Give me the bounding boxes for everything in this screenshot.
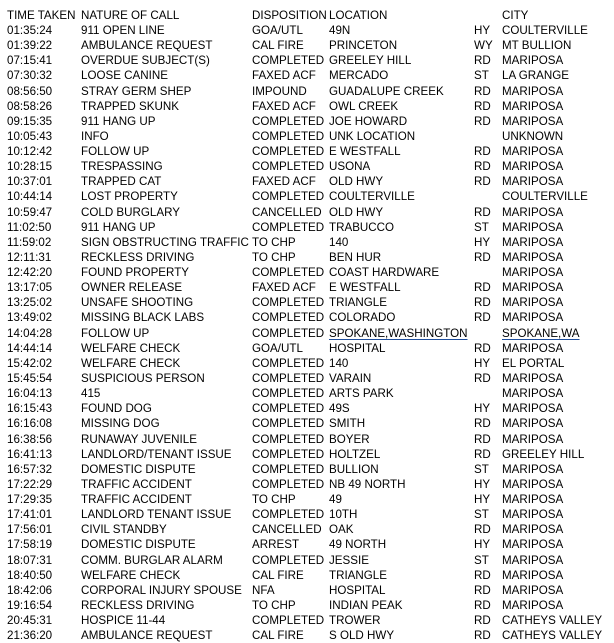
time-cell: 10:37:01 [7, 175, 53, 189]
location-cell: OAK [329, 523, 354, 537]
road-suffix-cell: HY [474, 402, 491, 416]
time-cell: 10:05:43 [7, 129, 53, 143]
time-cell: 18:40:50 [7, 568, 53, 582]
disposition-cell: COMPLETED [252, 220, 325, 234]
road-suffix-cell: RD [474, 175, 491, 189]
time-cell: 17:56:01 [7, 523, 53, 537]
disposition-cell: FAXED ACF [252, 281, 316, 295]
time-cell: 12:11:31 [7, 250, 52, 264]
disposition-cell: FAXED ACF [252, 69, 316, 83]
road-suffix-cell: RD [474, 614, 491, 628]
disposition-cell: COMPLETED [252, 553, 325, 567]
location-cell: HOSPITAL [329, 583, 386, 597]
nature-cell: FOLLOW UP [81, 326, 150, 340]
road-suffix-cell: RD [474, 447, 491, 461]
nature-cell: WELFARE CHECK [81, 568, 181, 582]
city-cell: MARIPOSA [502, 402, 564, 416]
location-cell: TRIANGLE [329, 296, 387, 310]
disposition-cell: COMPLETED [252, 477, 325, 491]
call-row [0, 568, 614, 583]
time-cell: 13:25:02 [7, 296, 53, 310]
city-cell: COULTERVILLE [502, 190, 588, 204]
header-location: LOCATION [329, 9, 388, 22]
location-cell: COAST HARDWARE [329, 266, 440, 280]
call-row [0, 462, 614, 477]
location-cell: MERCADO [329, 69, 389, 83]
road-suffix-cell: WY [474, 39, 493, 53]
disposition-cell: COMPLETED [252, 190, 325, 204]
nature-cell: LANDLORD TENANT ISSUE [81, 508, 232, 522]
city-cell: MARIPOSA [502, 99, 564, 113]
time-cell: 19:16:54 [7, 598, 53, 612]
nature-cell: OVERDUE SUBJECT(S) [81, 54, 210, 68]
road-suffix-cell: RD [474, 54, 491, 68]
call-row [0, 492, 614, 507]
city-cell: GREELEY HILL [502, 447, 585, 461]
nature-cell: STRAY GERM SHEP [81, 84, 192, 98]
disposition-cell: COMPLETED [252, 266, 325, 280]
disposition-cell: TO CHP [252, 235, 296, 249]
time-cell: 17:22:29 [7, 477, 53, 491]
time-cell: 16:16:08 [7, 417, 53, 431]
location-cell: JOE HOWARD [329, 114, 408, 128]
location-cell: 49 NORTH [329, 538, 387, 552]
disposition-cell: ARREST [252, 538, 300, 552]
disposition-cell: COMPLETED [252, 54, 325, 68]
location-cell: JESSIE [329, 553, 369, 567]
location-cell: UNK LOCATION [329, 129, 416, 143]
call-row [0, 537, 614, 552]
location-cell: HOSPITAL [329, 341, 386, 355]
nature-cell: TRAPPED SKUNK [81, 99, 179, 113]
header-city: CITY [502, 9, 529, 22]
call-row [0, 326, 614, 341]
call-row [0, 613, 614, 628]
time-cell: 16:04:13 [7, 387, 53, 401]
city-cell: MARIPOSA [502, 311, 564, 325]
location-cell: GREELEY HILL [329, 54, 412, 68]
nature-cell: OWNER RELEASE [81, 281, 183, 295]
nature-cell: TRAFFIC ACCIDENT [81, 477, 192, 491]
disposition-cell: GOA/UTL [252, 24, 303, 37]
disposition-cell: COMPLETED [252, 417, 325, 431]
location-cell: BOYER [329, 432, 370, 446]
disposition-cell: COMPLETED [252, 447, 325, 461]
location-cell: TRABUCCO [329, 220, 395, 234]
call-row [0, 416, 614, 431]
nature-cell: SIGN OBSTRUCTING TRAFFIC [81, 235, 249, 249]
nature-cell: CORPORAL INJURY SPOUSE [81, 583, 242, 597]
road-suffix-cell: RD [474, 281, 491, 295]
nature-cell: FOUND PROPERTY [81, 266, 190, 280]
city-cell: MARIPOSA [502, 568, 564, 582]
city-cell[interactable]: SPOKANE,WA [502, 326, 580, 340]
nature-cell: FOUND DOG [81, 402, 152, 416]
call-row [0, 174, 614, 189]
nature-cell: RUNAWAY JUVENILE [81, 432, 197, 446]
road-suffix-cell: ST [474, 69, 489, 83]
call-row [0, 386, 614, 401]
disposition-cell: COMPLETED [252, 387, 325, 401]
nature-cell: AMBULANCE REQUEST [81, 39, 213, 53]
road-suffix-cell: HY [474, 538, 491, 552]
call-row [0, 235, 614, 250]
nature-cell: 911 OPEN LINE [81, 24, 165, 37]
disposition-cell: COMPLETED [252, 356, 325, 370]
time-cell: 01:35:24 [7, 24, 53, 37]
location-cell: 140 [329, 356, 349, 370]
call-row [0, 38, 614, 53]
time-cell: 10:28:15 [7, 160, 53, 174]
road-suffix-cell: RD [474, 84, 491, 98]
time-cell: 09:15:35 [7, 114, 53, 128]
location-cell: 49 [329, 493, 342, 507]
call-row [0, 553, 614, 568]
nature-cell: LOST PROPERTY [81, 190, 178, 204]
time-cell: 10:59:47 [7, 205, 53, 219]
time-cell: 20:45:31 [7, 614, 53, 628]
city-cell: MARIPOSA [502, 84, 564, 98]
time-cell: 01:39:22 [7, 39, 53, 53]
nature-cell: TRAPPED CAT [81, 175, 162, 189]
city-cell: MARIPOSA [502, 54, 564, 68]
city-cell: MARIPOSA [502, 493, 564, 507]
location-cell[interactable]: SPOKANE,WASHINGTON [329, 326, 468, 340]
city-cell: MARIPOSA [502, 598, 564, 612]
location-cell: E WESTFALL [329, 145, 401, 159]
location-cell: 49S [329, 402, 350, 416]
city-cell: MARIPOSA [502, 553, 564, 567]
city-cell: MARIPOSA [502, 205, 564, 219]
call-row [0, 205, 614, 220]
disposition-cell: COMPLETED [252, 462, 325, 476]
city-cell: LA GRANGE [502, 69, 570, 83]
nature-cell: FOLLOW UP [81, 145, 150, 159]
city-cell: MARIPOSA [502, 220, 564, 234]
time-cell: 17:29:35 [7, 493, 53, 507]
location-cell: PRINCETON [329, 39, 398, 53]
disposition-cell: IMPOUND [252, 84, 307, 98]
time-cell: 07:15:41 [7, 54, 53, 68]
city-cell: MARIPOSA [502, 281, 564, 295]
road-suffix-cell: RD [474, 598, 491, 612]
call-row [0, 341, 614, 356]
call-row [0, 159, 614, 174]
location-cell: ARTS PARK [329, 387, 394, 401]
road-suffix-cell: RD [474, 417, 491, 431]
nature-cell: RECKLESS DRIVING [81, 598, 195, 612]
nature-cell: 415 [81, 387, 101, 401]
time-cell: 16:41:13 [7, 447, 53, 461]
road-suffix-cell: RD [474, 250, 491, 264]
city-cell: MARIPOSA [502, 583, 564, 597]
time-cell: 14:44:14 [7, 341, 53, 355]
location-cell: BULLION [329, 462, 379, 476]
road-suffix-cell: HY [474, 24, 491, 37]
time-cell: 10:44:14 [7, 190, 53, 204]
road-suffix-cell: RD [474, 145, 491, 159]
disposition-cell: FAXED ACF [252, 99, 316, 113]
nature-cell: SUSPICIOUS PERSON [81, 371, 205, 385]
disposition-cell: COMPLETED [252, 129, 325, 143]
city-cell: MARIPOSA [502, 266, 564, 280]
city-cell: MARIPOSA [502, 387, 564, 401]
time-cell: 10:12:42 [7, 145, 53, 159]
call-row [0, 598, 614, 613]
call-row [0, 447, 614, 462]
disposition-cell: COMPLETED [252, 311, 325, 325]
location-cell: COLORADO [329, 311, 396, 325]
road-suffix-cell: RD [474, 341, 491, 355]
header-time-taken: TIME TAKEN [7, 9, 76, 22]
time-cell: 12:42:20 [7, 266, 53, 280]
disposition-cell: CANCELLED [252, 205, 322, 219]
call-row [0, 477, 614, 492]
time-cell: 11:59:02 [7, 235, 52, 249]
nature-cell: TRAFFIC ACCIDENT [81, 493, 192, 507]
time-cell: 17:58:19 [7, 538, 53, 552]
disposition-cell: COMPLETED [252, 296, 325, 310]
location-cell: NB 49 NORTH [329, 477, 406, 491]
nature-cell: COMM. BURGLAR ALARM [81, 553, 223, 567]
time-cell: 08:56:50 [7, 84, 53, 98]
disposition-cell: COMPLETED [252, 114, 325, 128]
disposition-cell: COMPLETED [252, 432, 325, 446]
nature-cell: INFO [81, 129, 109, 143]
disposition-cell: COMPLETED [252, 614, 325, 628]
location-cell: 140 [329, 235, 349, 249]
location-cell: S OLD HWY [329, 629, 395, 643]
time-cell: 14:04:28 [7, 326, 53, 340]
disposition-cell: TO CHP [252, 250, 296, 264]
nature-cell: WELFARE CHECK [81, 341, 181, 355]
disposition-cell: CAL FIRE [252, 629, 304, 643]
road-suffix-cell: ST [474, 220, 489, 234]
city-cell: MARIPOSA [502, 508, 564, 522]
disposition-cell: COMPLETED [252, 160, 325, 174]
road-suffix-cell: RD [474, 568, 491, 582]
time-cell: 18:07:31 [7, 553, 53, 567]
nature-cell: MISSING BLACK LABS [81, 311, 205, 325]
location-cell: BEN HUR [329, 250, 382, 264]
time-cell: 11:02:50 [7, 220, 52, 234]
nature-cell: DOMESTIC DISPUTE [81, 538, 196, 552]
disposition-cell: GOA/UTL [252, 341, 303, 355]
location-cell: INDIAN PEAK [329, 598, 403, 612]
road-suffix-cell: RD [474, 114, 491, 128]
location-cell: TRIANGLE [329, 568, 387, 582]
location-cell: SMITH [329, 417, 366, 431]
city-cell: MARIPOSA [502, 432, 564, 446]
time-cell: 07:30:32 [7, 69, 53, 83]
road-suffix-cell: HY [474, 235, 491, 249]
call-row [0, 68, 614, 83]
road-suffix-cell: RD [474, 99, 491, 113]
disposition-cell: TO CHP [252, 493, 296, 507]
location-cell: OLD HWY [329, 175, 384, 189]
location-cell: OWL CREEK [329, 99, 399, 113]
road-suffix-cell: RD [474, 583, 491, 597]
road-suffix-cell: RD [474, 205, 491, 219]
call-row [0, 84, 614, 99]
time-cell: 16:57:32 [7, 462, 53, 476]
road-suffix-cell: HY [474, 493, 491, 507]
time-cell: 16:15:43 [7, 402, 53, 416]
road-suffix-cell: HY [474, 477, 491, 491]
disposition-cell: CAL FIRE [252, 39, 304, 53]
time-cell: 15:45:54 [7, 371, 53, 385]
call-row [0, 522, 614, 537]
disposition-cell: COMPLETED [252, 402, 325, 416]
time-cell: 08:58:26 [7, 99, 53, 113]
road-suffix-cell: ST [474, 462, 489, 476]
road-suffix-cell: ST [474, 553, 489, 567]
city-cell: MARIPOSA [502, 235, 564, 249]
call-row [0, 356, 614, 371]
nature-cell: COLD BURGLARY [81, 205, 181, 219]
location-cell: HOLTZEL [329, 447, 381, 461]
city-cell: CATHEYS VALLEY [502, 629, 603, 643]
call-row [0, 129, 614, 144]
call-row [0, 250, 614, 265]
location-cell: E WESTFALL [329, 281, 401, 295]
header-row [0, 8, 614, 23]
call-row [0, 310, 614, 325]
city-cell: MARIPOSA [502, 175, 564, 189]
nature-cell: AMBULANCE REQUEST [81, 629, 213, 643]
city-cell: MARIPOSA [502, 341, 564, 355]
city-cell: MT BULLION [502, 39, 572, 53]
call-row [0, 401, 614, 416]
city-cell: MARIPOSA [502, 250, 564, 264]
nature-cell: WELFARE CHECK [81, 356, 181, 370]
nature-cell: HOSPICE 11-44 [81, 614, 166, 628]
call-row [0, 265, 614, 280]
city-cell: CATHEYS VALLEY [502, 614, 603, 628]
location-cell: GUADALUPE CREEK [329, 84, 444, 98]
nature-cell: DOMESTIC DISPUTE [81, 462, 196, 476]
call-row [0, 583, 614, 598]
city-cell: MARIPOSA [502, 538, 564, 552]
city-cell: UNKNOWN [502, 129, 564, 143]
road-suffix-cell: RD [474, 523, 491, 537]
location-cell: TROWER [329, 614, 381, 628]
call-row [0, 432, 614, 447]
nature-cell: MISSING DOG [81, 417, 160, 431]
call-row [0, 99, 614, 114]
nature-cell: UNSAFE SHOOTING [81, 296, 194, 310]
time-cell: 18:42:06 [7, 583, 53, 597]
disposition-cell: COMPLETED [252, 508, 325, 522]
call-row [0, 53, 614, 68]
disposition-cell: CANCELLED [252, 523, 322, 537]
nature-cell: CIVIL STANDBY [81, 523, 167, 537]
time-cell: 16:38:56 [7, 432, 53, 446]
disposition-cell: COMPLETED [252, 371, 325, 385]
road-suffix-cell: RD [474, 371, 491, 385]
time-cell: 21:36:20 [7, 629, 53, 643]
call-row [0, 371, 614, 386]
time-cell: 13:17:05 [7, 281, 53, 295]
disposition-cell: TO CHP [252, 598, 296, 612]
city-cell: MARIPOSA [502, 145, 564, 159]
call-row [0, 295, 614, 310]
disposition-cell: FAXED ACF [252, 175, 316, 189]
road-suffix-cell: RD [474, 311, 491, 325]
city-cell: MARIPOSA [502, 462, 564, 476]
city-cell: MARIPOSA [502, 477, 564, 491]
disposition-cell: COMPLETED [252, 326, 325, 340]
city-cell: MARIPOSA [502, 114, 564, 128]
road-suffix-cell: RD [474, 296, 491, 310]
call-row [0, 144, 614, 159]
city-cell: EL PORTAL [502, 356, 565, 370]
location-cell: VARAIN [329, 371, 372, 385]
nature-cell: LANDLORD/TENANT ISSUE [81, 447, 232, 461]
city-cell: MARIPOSA [502, 296, 564, 310]
road-suffix-cell: HY [474, 356, 491, 370]
nature-cell: 911 HANG UP [81, 114, 156, 128]
nature-cell: 911 HANG UP [81, 220, 156, 234]
time-cell: 13:49:02 [7, 311, 53, 325]
location-cell: 49N [329, 24, 351, 37]
city-cell: MARIPOSA [502, 523, 564, 537]
city-cell: MARIPOSA [502, 371, 564, 385]
nature-cell: RECKLESS DRIVING [81, 250, 195, 264]
location-cell: OLD HWY [329, 205, 384, 219]
disposition-cell: CAL FIRE [252, 568, 304, 582]
header-nature-of-call: NATURE OF CALL [81, 9, 180, 22]
road-suffix-cell: RD [474, 160, 491, 174]
call-row [0, 220, 614, 235]
city-cell: MARIPOSA [502, 160, 564, 174]
road-suffix-cell: ST [474, 508, 489, 522]
disposition-cell: COMPLETED [252, 145, 325, 159]
call-row [0, 23, 614, 38]
call-row [0, 114, 614, 129]
nature-cell: LOOSE CANINE [81, 69, 168, 83]
road-suffix-cell: RD [474, 432, 491, 446]
location-cell: COULTERVILLE [329, 190, 415, 204]
road-suffix-cell: RD [474, 629, 491, 643]
call-row [0, 507, 614, 522]
city-cell: MARIPOSA [502, 417, 564, 431]
call-row [0, 189, 614, 204]
time-cell: 15:42:02 [7, 356, 53, 370]
location-cell: 10TH [329, 508, 358, 522]
nature-cell: TRESPASSING [81, 160, 163, 174]
city-cell: COULTERVILLE [502, 24, 588, 37]
location-cell: USONA [329, 160, 371, 174]
time-cell: 17:41:01 [7, 508, 53, 522]
disposition-cell: NFA [252, 583, 275, 597]
header-disposition: DISPOSITION [252, 9, 327, 22]
call-row [0, 280, 614, 295]
